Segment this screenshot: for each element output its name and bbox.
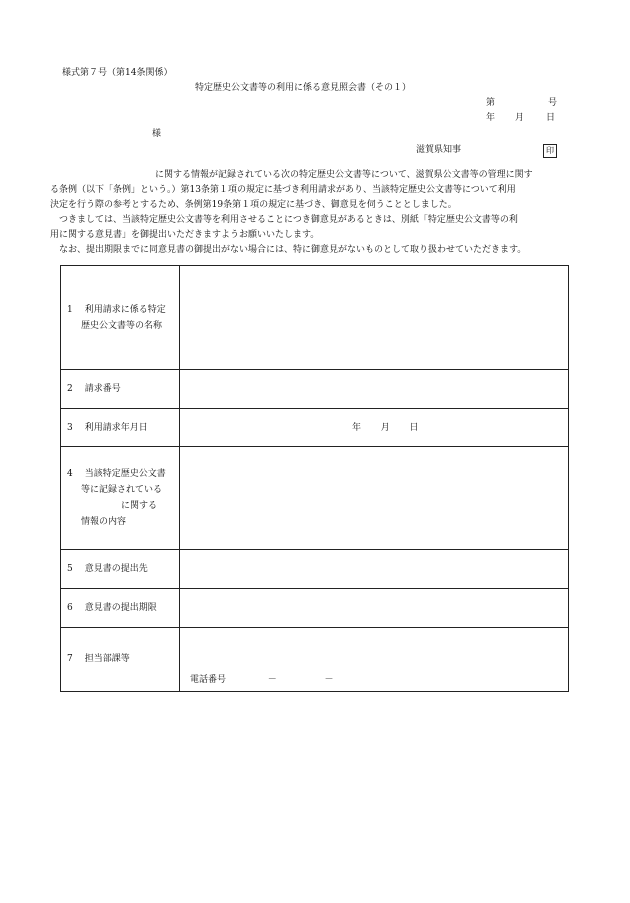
phone-label: 電話番号 <box>190 675 227 685</box>
row-label <box>61 409 180 447</box>
row-label-text: 利用請求年月日 <box>84 422 148 433</box>
row-label-text: 意見書の提出期限 <box>84 603 157 613</box>
row-label-text: に関する <box>121 501 158 511</box>
table-row <box>61 370 569 409</box>
request-date-month: 月 <box>380 422 390 433</box>
row-number: 5 <box>67 564 73 574</box>
row-number: 4 <box>67 469 73 479</box>
date-month: 月 <box>515 113 525 123</box>
row-label-text: 利用請求に係る特定 <box>84 304 166 315</box>
table-row <box>61 409 569 447</box>
row-label <box>61 447 180 550</box>
row-label <box>61 628 180 692</box>
row-label-text: 意見書の提出先 <box>84 564 148 574</box>
row-label-text: 歴史公文書等の名称 <box>81 320 163 331</box>
row-label <box>61 266 180 370</box>
row-label <box>61 589 180 628</box>
submission-destination-field[interactable] <box>180 550 569 589</box>
table-row <box>61 628 569 692</box>
row-label-text: 担当部課等 <box>84 654 130 664</box>
row-label <box>61 550 180 589</box>
paragraph-line: に関する情報が記録されている次の特定歴史公文書等について、滋賀県公文書等の管理に関す <box>155 170 533 180</box>
paragraph-line: る条例（以下「条例」という。）第13条第１項の規定に基づき利用請求があり、当該特定歴史公文書等について利用 <box>50 185 516 195</box>
row-number: 7 <box>67 654 73 664</box>
row-number: 6 <box>67 603 73 613</box>
phone-dash: － <box>324 675 334 685</box>
submission-deadline-field[interactable] <box>180 589 569 628</box>
sender-name: 滋賀県知事 <box>416 145 462 155</box>
paragraph-line: つきましては、当該特定歴史公文書等を利用させることにつき御意見があるときは、別紙「特定歴史公文書等の利 <box>50 215 518 225</box>
addressee-suffix: 様 <box>152 129 162 139</box>
paragraph-line: 用に関する意見書」を御提出いただきますようお願いいたします。 <box>50 230 320 240</box>
document-name-field[interactable] <box>180 266 569 370</box>
table-row <box>61 550 569 589</box>
row-label-text: 当該特定歴史公文書 <box>84 469 166 479</box>
contact-department-field[interactable] <box>180 628 569 692</box>
table-row <box>61 266 569 370</box>
doc-number-suffix: 号 <box>548 98 558 108</box>
request-date-year: 年 <box>352 422 362 433</box>
row-label-text: 等に記録されている <box>81 485 163 495</box>
row-number: 2 <box>67 384 73 394</box>
row-label-text: 請求番号 <box>84 384 121 394</box>
paragraph-line: なお、提出期限までに同意見書の御提出がない場合には、特に御意見がないものとして取り扱わせていただきます。 <box>50 245 527 255</box>
row-label <box>61 370 180 409</box>
request-number-field[interactable] <box>180 370 569 409</box>
row-number: 3 <box>67 422 73 433</box>
request-date-day: 日 <box>409 422 419 433</box>
date-day: 日 <box>546 113 556 123</box>
document-title: 特定歴史公文書等の利用に係る意見照会書（その１） <box>195 83 412 93</box>
doc-number-prefix: 第 <box>486 98 496 108</box>
row-label-text: 情報の内容 <box>81 517 127 527</box>
row-number: 1 <box>67 304 73 315</box>
info-table <box>60 265 569 692</box>
paragraph-line: 決定を行う際の参考とするため、条例第19条第１項の規定に基づき、御意見を伺うこととしました。 <box>50 200 457 210</box>
form-number: 様式第７号（第14条関係） <box>62 68 173 78</box>
table-row <box>61 589 569 628</box>
table-row <box>61 447 569 550</box>
request-date-field[interactable] <box>180 409 569 447</box>
information-content-field[interactable] <box>180 447 569 550</box>
date-year: 年 <box>486 113 496 123</box>
seal-mark: 印 <box>543 144 557 158</box>
phone-dash: － <box>267 675 277 685</box>
